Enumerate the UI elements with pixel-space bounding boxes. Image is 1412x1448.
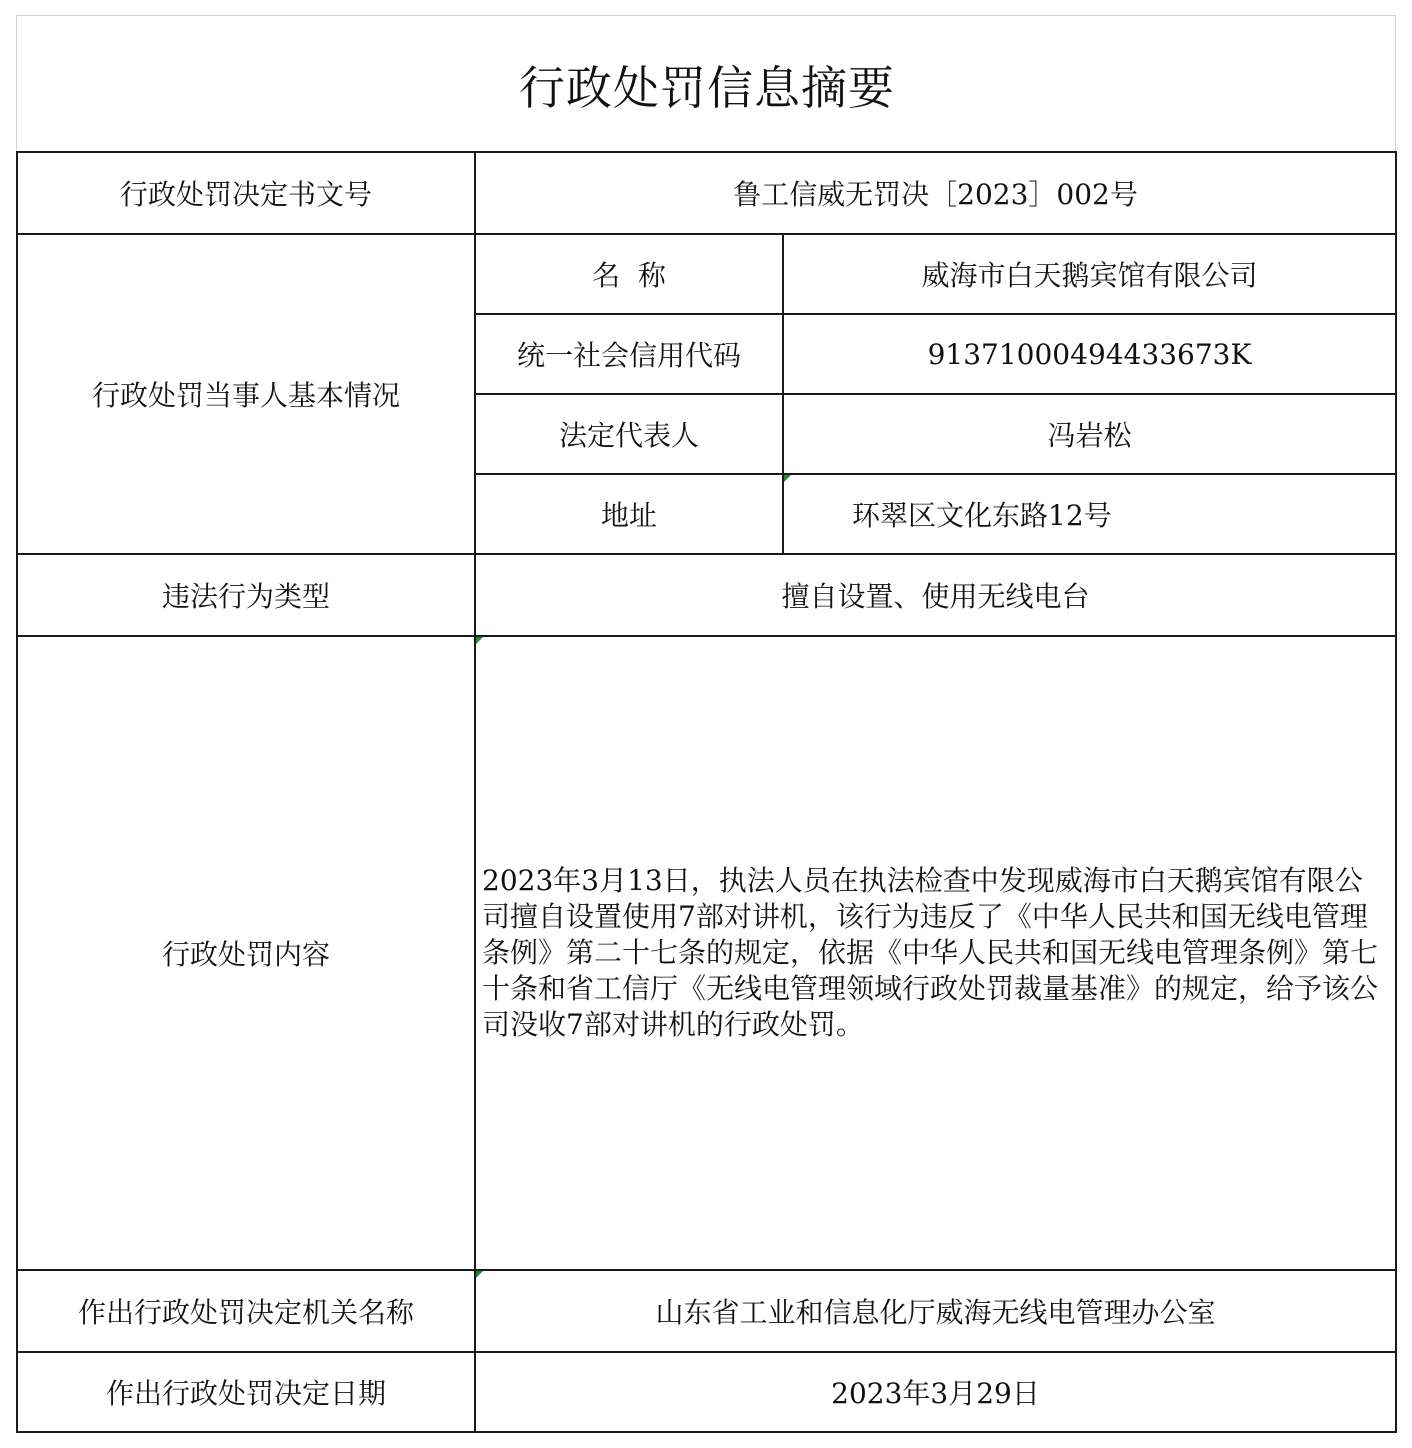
violation-type-value: 擅自设置、使用无线电台 bbox=[781, 580, 1090, 613]
party-name-label: 名 称 bbox=[592, 259, 666, 292]
party-name-value: 威海市白天鹅宾馆有限公司 bbox=[921, 259, 1258, 292]
decision-date-label: 作出行政处罚决定日期 bbox=[105, 1377, 386, 1410]
cell-comment-marker bbox=[784, 475, 791, 482]
legal-rep-label: 法定代表人 bbox=[558, 419, 699, 452]
penalty-content-value: 2023年3月13日，执法人员在执法检查中发现威海市白天鹅宾馆有限公司擅自设置使用7部对讲机，该行为违反了《中华人民共和国无线电管理条例》第二十七条的规定，依据《中华人民共和国无线电管理条例》第七十条和省工信厅《无线电管理领域行政处罚裁量基准》的规定，给予该公司没收7部对讲机的行政处罚。 bbox=[482, 864, 1379, 1041]
legal-rep-value: 冯岩松 bbox=[1047, 419, 1132, 452]
decision-no-value: 鲁工信威无罚决［2023］002号 bbox=[733, 178, 1138, 211]
cell-comment-marker bbox=[476, 1271, 483, 1278]
violation-type-label: 违法行为类型 bbox=[161, 580, 330, 613]
authority-label: 作出行政处罚决定机关名称 bbox=[77, 1296, 414, 1329]
authority-value: 山东省工业和信息化厅威海无线电管理办公室 bbox=[655, 1296, 1216, 1329]
decision-date-value: 2023年3月29日 bbox=[831, 1377, 1040, 1410]
penalty-info-table bbox=[16, 151, 1397, 1433]
party-info-label: 行政处罚当事人基本情况 bbox=[91, 379, 400, 412]
cell-comment-marker bbox=[476, 637, 483, 644]
address-label: 地址 bbox=[600, 499, 657, 532]
credit-code-value: 91371000494433673K bbox=[927, 337, 1252, 371]
document-title: 行政处罚信息摘要 bbox=[519, 60, 895, 115]
address-value: 环翠区文化东路12号 bbox=[852, 499, 1112, 532]
penalty-content-label: 行政处罚内容 bbox=[161, 938, 330, 971]
credit-code-label: 统一社会信用代码 bbox=[516, 339, 741, 372]
decision-no-label: 行政处罚决定书文号 bbox=[119, 178, 372, 211]
